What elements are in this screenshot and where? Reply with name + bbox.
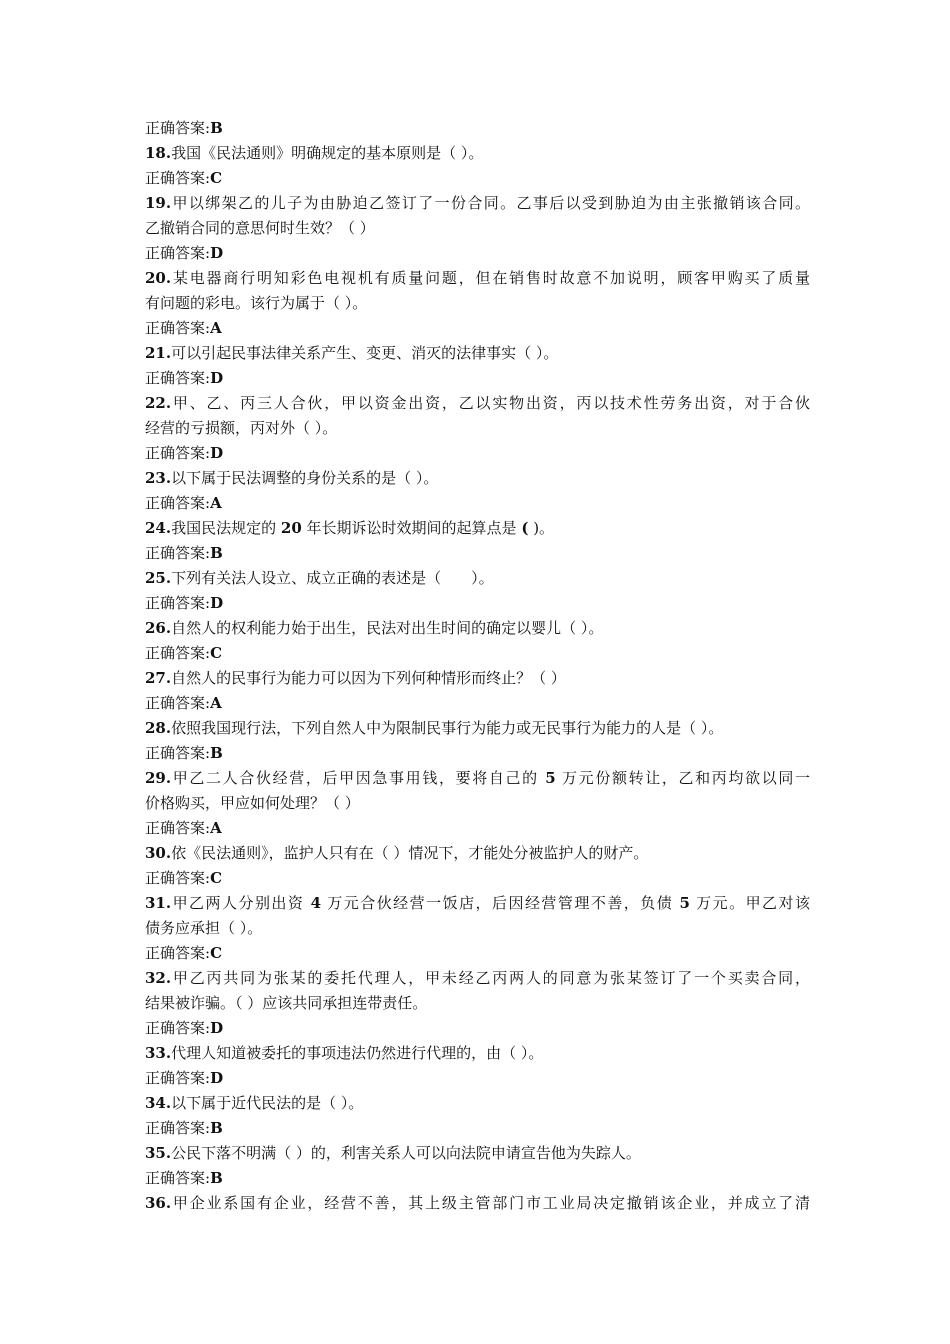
answer-label: 正确答案: — [145, 1119, 211, 1137]
question-text: 我国民法规定的 — [171, 519, 281, 537]
question-text: 可以引起民事法律关系产生、变更、消灭的法律事实（ ）。 — [171, 344, 559, 362]
question-line — [145, 1091, 810, 1116]
answer-line — [145, 816, 810, 841]
question-text: 乙撤销合同的意思何时生效？（ ） — [145, 219, 375, 237]
answer-letter: C — [210, 644, 223, 662]
document-page — [145, 116, 810, 1216]
answer-letter: A — [210, 694, 222, 712]
answer-letter: A — [210, 494, 222, 512]
answer-line — [145, 366, 810, 391]
question-text: 公民下落不明满（ ）的，利害关系人可以向法院申请宣告他为失踪人。 — [171, 1144, 641, 1162]
answer-letter: B — [210, 1119, 223, 1137]
answer-letter: D — [210, 594, 224, 612]
question-text: 万元合伙经营一饭店，后因经营管理不善，负债 — [321, 894, 680, 912]
answer-label: 正确答案: — [145, 944, 211, 962]
question-text: 甲乙两人分别出资 — [171, 894, 311, 912]
question-line — [145, 666, 810, 691]
question-number: 26. — [145, 619, 172, 637]
question-text: 以下属于近代民法的是（ ）。 — [171, 1094, 364, 1112]
answer-label: 正确答案: — [145, 244, 211, 262]
question-continuation — [145, 916, 810, 941]
answer-line — [145, 741, 810, 766]
question-bold-value: ( — [521, 519, 529, 537]
question-line — [145, 141, 810, 166]
question-bold-value: 20 — [280, 519, 302, 537]
question-text: 甲以绑架乙的儿子为由胁迫乙签订了一份合同。乙事后以受到胁迫为由主张撤销该合同。 — [171, 194, 810, 212]
answer-label: 正确答案: — [145, 544, 211, 562]
answer-label: 正确答案: — [145, 369, 211, 387]
answer-letter: D — [210, 369, 224, 387]
question-line — [145, 966, 810, 991]
answer-line — [145, 1066, 810, 1091]
answer-label: 正确答案: — [145, 869, 211, 887]
answer-line — [145, 166, 810, 191]
question-number: 34. — [145, 1094, 172, 1112]
answer-label: 正确答案: — [145, 494, 211, 512]
answer-label: 正确答案: — [145, 1169, 211, 1187]
question-line — [145, 566, 810, 591]
answer-letter: B — [210, 1169, 223, 1187]
question-number: 32. — [145, 969, 172, 987]
question-text: 债务应承担（ ）。 — [145, 919, 263, 937]
answer-line — [145, 866, 810, 891]
answer-letter: D — [210, 1069, 224, 1087]
question-text: 依《民法通则》，监护人只有在（ ）情况下，才能处分被监护人的财产。 — [171, 844, 649, 862]
question-text: 有问题的彩电。该行为属于（ ）。 — [145, 294, 368, 312]
question-number: 19. — [145, 194, 172, 212]
question-text: 某电器商行明知彩色电视机有质量问题，但在销售时故意不加说明，顾客甲购买了质量 — [171, 269, 810, 287]
answer-letter: B — [210, 119, 223, 137]
question-line — [145, 1041, 810, 1066]
question-text: )。 — [528, 519, 555, 537]
answer-line — [145, 491, 810, 516]
answer-line — [145, 591, 810, 616]
answer-line — [145, 691, 810, 716]
question-number: 18. — [145, 144, 172, 162]
answer-line — [145, 541, 810, 566]
question-number: 25. — [145, 569, 172, 587]
question-continuation — [145, 991, 810, 1016]
question-line — [145, 466, 810, 491]
question-line — [145, 341, 810, 366]
question-text: 年长期诉讼时效期间的起算点是 — [301, 519, 522, 537]
question-line — [145, 616, 810, 641]
question-line — [145, 266, 810, 291]
answer-letter: D — [210, 244, 224, 262]
question-bold-value: 5 — [545, 769, 556, 787]
answer-letter: B — [210, 544, 223, 562]
question-number: 30. — [145, 844, 172, 862]
question-text: 甲、乙、丙三人合伙，甲以资金出资，乙以实物出资，丙以技术性劳务出资，对于合伙 — [171, 394, 810, 412]
answer-label: 正确答案: — [145, 594, 211, 612]
answer-line — [145, 241, 810, 266]
answer-letter: D — [210, 444, 224, 462]
answer-line — [145, 1016, 810, 1041]
answer-label: 正确答案: — [145, 819, 211, 837]
answer-letter: C — [210, 169, 223, 187]
question-text: 万元份额转让，乙和丙均欲以同一 — [555, 769, 810, 787]
question-text: 甲乙丙共同为张某的委托代理人，甲未经乙丙两人的同意为张某签订了一个买卖合同， — [171, 969, 810, 987]
answer-label: 正确答案: — [145, 744, 211, 762]
answer-letter: B — [210, 744, 223, 762]
answer-label: 正确答案: — [145, 644, 211, 662]
question-line — [145, 191, 810, 216]
answer-letter: A — [210, 319, 222, 337]
question-text: 代理人知道被委托的事项违法仍然进行代理的，由（ ）。 — [171, 1044, 544, 1062]
answer-letter: C — [210, 944, 223, 962]
answer-label: 正确答案: — [145, 1069, 211, 1087]
question-line — [145, 391, 810, 416]
question-continuation — [145, 416, 810, 441]
question-line — [145, 1191, 810, 1216]
question-line — [145, 716, 810, 741]
question-text: 自然人的权利能力始于出生，民法对出生时间的确定以婴儿（ ）。 — [171, 619, 604, 637]
question-text: 下列有关法人设立、成立正确的表述是（ ）。 — [171, 569, 494, 587]
question-number: 24. — [145, 519, 172, 537]
answer-line — [145, 641, 810, 666]
answer-label: 正确答案: — [145, 694, 211, 712]
question-number: 23. — [145, 469, 172, 487]
answer-line — [145, 116, 810, 141]
question-text: 以下属于民法调整的身份关系的是（ ）。 — [171, 469, 439, 487]
question-line — [145, 1141, 810, 1166]
question-number: 33. — [145, 1044, 172, 1062]
question-continuation — [145, 216, 810, 241]
answer-line — [145, 1116, 810, 1141]
question-text: 自然人的民事行为能力可以因为下列何种情形而终止？（ ） — [171, 669, 566, 687]
question-number: 36. — [145, 1194, 172, 1212]
question-number: 35. — [145, 1144, 172, 1162]
question-number: 29. — [145, 769, 172, 787]
answer-letter: C — [210, 869, 223, 887]
question-number: 27. — [145, 669, 172, 687]
answer-line — [145, 1166, 810, 1191]
answer-label: 正确答案: — [145, 169, 211, 187]
question-bold-value: 5 — [679, 894, 690, 912]
question-line — [145, 516, 810, 541]
question-text: 甲企业系国有企业，经营不善，其上级主管部门市工业局决定撤销该企业，并成立了清 — [171, 1194, 810, 1212]
question-text: 甲乙二人合伙经营，后甲因急事用钱，要将自己的 — [171, 769, 546, 787]
answer-line — [145, 316, 810, 341]
question-line — [145, 841, 810, 866]
answer-letter: A — [210, 819, 222, 837]
question-number: 21. — [145, 344, 172, 362]
question-text: 依照我国现行法，下列自然人中为限制民事行为能力或无民事行为能力的人是（ ）。 — [171, 719, 724, 737]
question-text: 价格购买，甲应如何处理？（ ） — [145, 794, 360, 812]
question-continuation — [145, 791, 810, 816]
answer-line — [145, 941, 810, 966]
question-continuation — [145, 291, 810, 316]
question-line — [145, 766, 810, 791]
answer-label: 正确答案: — [145, 444, 211, 462]
answer-letter: D — [210, 1019, 224, 1037]
question-number: 31. — [145, 894, 172, 912]
question-bold-value: 4 — [310, 894, 322, 912]
question-number: 28. — [145, 719, 172, 737]
question-number: 20. — [145, 269, 172, 287]
question-text: 我国《民法通则》明确规定的基本原则是（ ）。 — [171, 144, 484, 162]
question-text: 万元。甲乙对该 — [689, 894, 810, 912]
question-text: 结果被诈骗。（ ）应该共同承担连带责任。 — [145, 994, 428, 1012]
question-text: 经营的亏损额，丙对外（ ）。 — [145, 419, 338, 437]
answer-line — [145, 441, 810, 466]
answer-label: 正确答案: — [145, 119, 211, 137]
answer-label: 正确答案: — [145, 1019, 211, 1037]
answer-label: 正确答案: — [145, 319, 211, 337]
question-line — [145, 891, 810, 916]
question-number: 22. — [145, 394, 172, 412]
